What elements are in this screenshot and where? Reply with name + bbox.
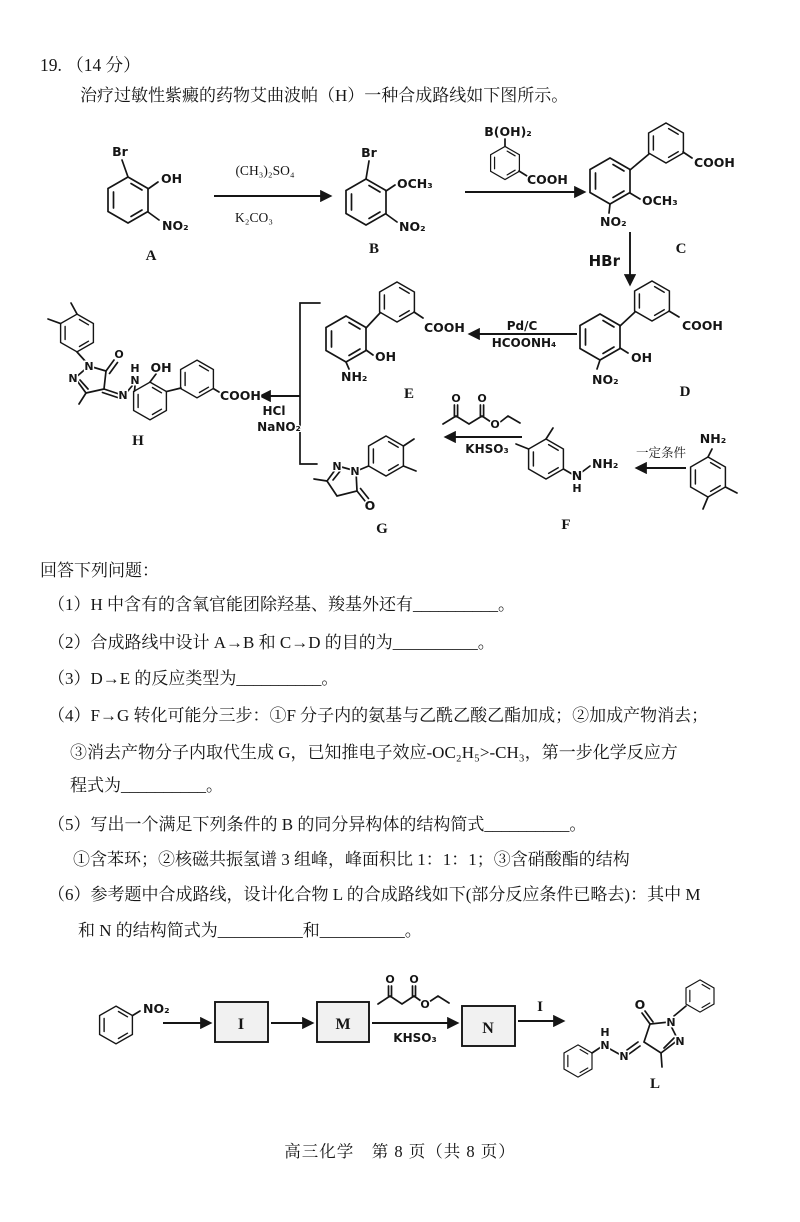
n-label: N bbox=[350, 465, 360, 478]
no2-label: NO₂ bbox=[600, 214, 627, 229]
question-3: （3）D→E 的反应类型为__________。 bbox=[48, 669, 339, 688]
cooh-label: COOH bbox=[694, 155, 735, 170]
o-label: O bbox=[364, 498, 376, 513]
n-label: N bbox=[332, 460, 342, 473]
box-i-label: I bbox=[237, 1016, 245, 1033]
o-label: O bbox=[477, 392, 487, 405]
boh2-label: B(OH)₂ bbox=[484, 124, 532, 139]
n-label: N bbox=[118, 389, 128, 402]
compound-d-label: D bbox=[679, 384, 691, 400]
o-label: O bbox=[409, 973, 419, 986]
oh-label: OH bbox=[631, 350, 653, 365]
h-label: H bbox=[600, 1026, 610, 1039]
h-label: H bbox=[572, 482, 582, 495]
question-2: （2）合成路线中设计 A→B 和 C→D 的目的为__________。 bbox=[48, 633, 495, 652]
oh-label: OH bbox=[375, 349, 397, 364]
question-1: （1）H 中含有的含氧官能团除羟基、羧基外还有__________。 bbox=[48, 595, 516, 614]
question-4-line2: ③消去产物分子内取代生成 G，已知推电子效应-OC₂H₅>-CH₃，第一步化学反应方 bbox=[70, 743, 678, 762]
no2-label: NO₂ bbox=[162, 218, 189, 233]
reaction-arrow-aniline-f bbox=[636, 445, 687, 468]
combination-bracket bbox=[257, 303, 320, 464]
reagent-hcoonh4: HCOONH₄ bbox=[491, 336, 557, 350]
och3-label: OCH₃ bbox=[642, 193, 678, 208]
page-footer: 高三化学 第 8 页（共 8 页） bbox=[284, 1142, 516, 1161]
question-5-line2: ①含苯环；②核磁共振氢谱 3 组峰，峰面积比 1：1：1；③含硝酸酯的结构 bbox=[73, 850, 630, 869]
structure-dimethylaniline bbox=[691, 431, 737, 509]
box-m-label: M bbox=[335, 1016, 351, 1033]
structure-b bbox=[346, 145, 433, 257]
structure-l bbox=[564, 980, 714, 1092]
box-n-label: N bbox=[482, 1020, 494, 1037]
no2-label: NO₂ bbox=[399, 219, 426, 234]
box-m bbox=[317, 1002, 369, 1042]
compound-e-label: E bbox=[403, 386, 415, 402]
reagent-pdc: Pd/C bbox=[506, 319, 538, 333]
compound-g-label: G bbox=[376, 521, 388, 537]
nh2-label: NH₂ bbox=[592, 456, 619, 471]
box-i bbox=[215, 1002, 268, 1042]
compound-a-label: A bbox=[145, 248, 157, 264]
n-label: N bbox=[84, 360, 94, 373]
compound-f-label: F bbox=[561, 517, 571, 533]
o-label: O bbox=[634, 997, 646, 1012]
h-label: H bbox=[130, 362, 140, 375]
oh-label: OH bbox=[161, 171, 183, 186]
reaction-arrow-a-b bbox=[214, 163, 330, 225]
reagent-hcl: HCl bbox=[262, 404, 286, 418]
reagent-hbr: HBr bbox=[588, 252, 620, 270]
reagent-i-label: I bbox=[537, 999, 543, 1015]
cooh-label: COOH bbox=[220, 388, 261, 403]
o-label: O bbox=[114, 348, 124, 361]
reaction-arrow-d-e bbox=[470, 319, 577, 350]
o-label: O bbox=[420, 998, 430, 1011]
n-label: N bbox=[571, 468, 583, 483]
question-5-line1: （5）写出一个满足下列条件的 B 的同分异构体的结构简式__________。 bbox=[48, 815, 587, 834]
structure-f bbox=[516, 428, 618, 533]
oh-label: OH bbox=[150, 360, 172, 375]
reaction-arrow-m-n bbox=[372, 973, 457, 1045]
reagent-condition: 一定条件 bbox=[635, 446, 687, 460]
answer-prompt: 回答下列问题： bbox=[40, 561, 159, 580]
o-label: O bbox=[490, 418, 500, 431]
question-header: 19. （14 分） bbox=[40, 55, 141, 75]
structure-e bbox=[326, 282, 465, 402]
reaction-arrow-b-c bbox=[465, 124, 584, 192]
reaction-arrow-f-g bbox=[443, 392, 522, 456]
reagent-dms: (CH₃)₂SO₄ bbox=[235, 163, 295, 178]
box-n bbox=[462, 1006, 515, 1046]
o-label: O bbox=[385, 973, 395, 986]
reagent-khso3: KHSO₃ bbox=[393, 1031, 437, 1045]
structure-g bbox=[314, 436, 416, 537]
no2-label: NO₂ bbox=[143, 1001, 170, 1016]
nh2-label: NH₂ bbox=[341, 369, 368, 384]
no2-label: NO₂ bbox=[592, 372, 619, 387]
cooh-label: COOH bbox=[527, 172, 568, 187]
reaction-arrow-n-l bbox=[518, 999, 563, 1021]
och3-label: OCH₃ bbox=[397, 176, 433, 191]
structure-d bbox=[580, 281, 723, 400]
question-6-line1: （6）参考题中合成路线，设计化合物 L 的合成路线如下(部分反应条件已略去)：其中 M bbox=[48, 885, 701, 904]
n-label: N bbox=[675, 1035, 685, 1048]
cooh-label: COOH bbox=[682, 318, 723, 333]
n-label: N bbox=[130, 374, 140, 387]
reagent-k2co3: K₂CO₃ bbox=[235, 210, 273, 225]
question-4-line3: 程式为__________。 bbox=[70, 776, 223, 795]
compound-c-label: C bbox=[675, 241, 687, 257]
n-label: N bbox=[600, 1039, 610, 1052]
structure-c bbox=[590, 123, 735, 257]
cooh-label: COOH bbox=[424, 320, 465, 335]
structure-h bbox=[48, 303, 261, 449]
n-label: N bbox=[619, 1050, 629, 1063]
reaction-arrow-c-d bbox=[589, 232, 630, 284]
compound-l-label: L bbox=[649, 1076, 661, 1092]
question-4-line1: （4）F→G 转化可能分三步：①F 分子内的氨基与乙酰乙酸乙酯加成；②加成产物消去； bbox=[48, 706, 709, 725]
compound-b-label: B bbox=[368, 241, 380, 257]
n-label: N bbox=[68, 372, 78, 385]
structure-a bbox=[108, 144, 189, 264]
nh2-label: NH₂ bbox=[699, 431, 727, 446]
question-6-line2: 和 N 的结构简式为__________和__________。 bbox=[78, 921, 422, 940]
reagent-nano2: NaNO₂ bbox=[257, 420, 301, 434]
br-label: Br bbox=[112, 144, 128, 159]
o-label: O bbox=[451, 392, 461, 405]
intro-text: 治疗过敏性紫癜的药物艾曲波帕（H）一种合成路线如下图所示。 bbox=[80, 86, 569, 105]
n-label: N bbox=[666, 1016, 676, 1029]
br-label: Br bbox=[361, 145, 377, 160]
structure-nitrobenzene bbox=[100, 1001, 170, 1044]
compound-h-label: H bbox=[132, 433, 144, 449]
reagent-khso3: KHSO₃ bbox=[465, 442, 509, 456]
